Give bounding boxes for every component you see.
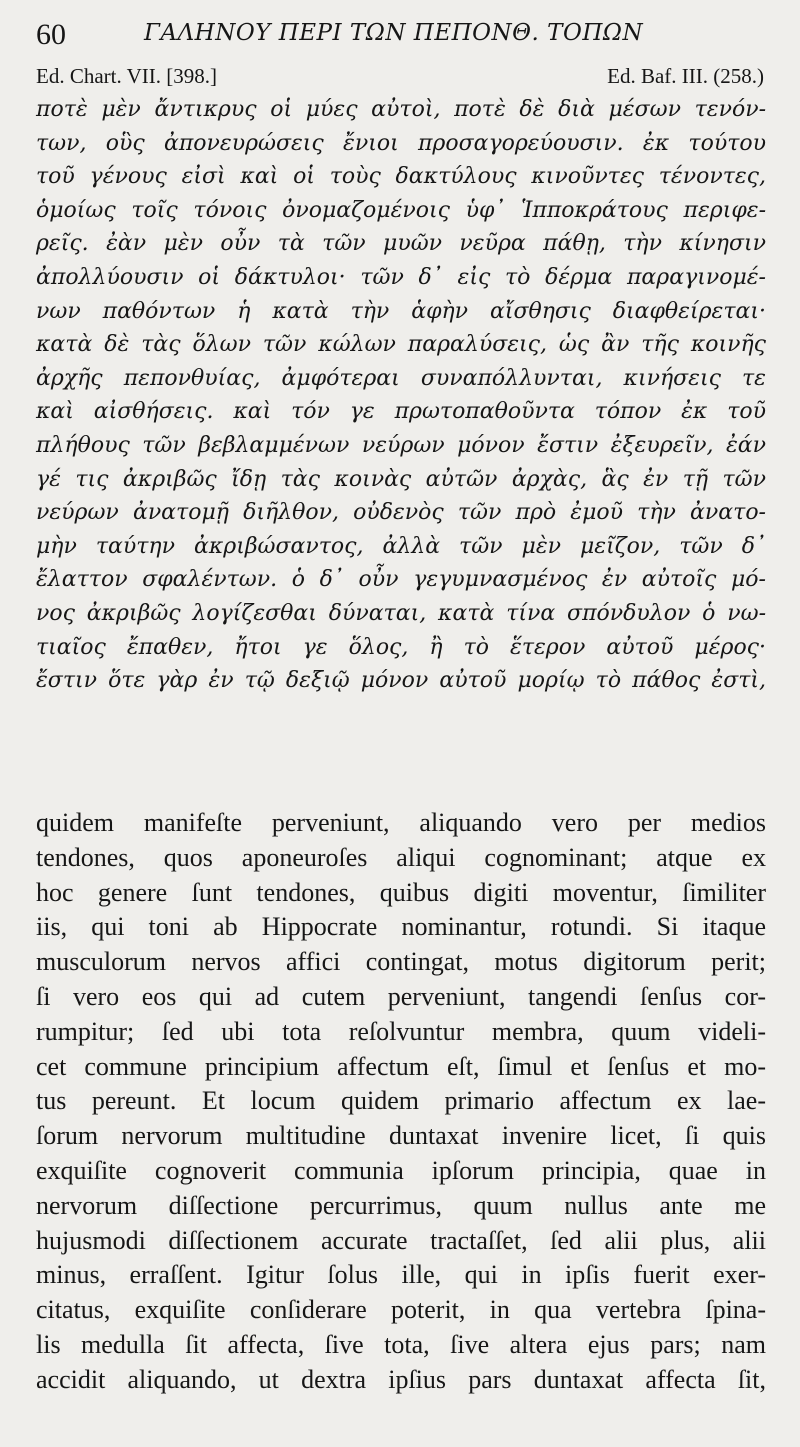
latin-text-line: nervorum diſſectione percurrimus, quum nullus ante me bbox=[36, 1190, 766, 1220]
greek-text-line: πλήθους τῶν βεβλαμμένων νεύρων μόνον ἔστιν ἐξευρεῖν, ἐάν bbox=[36, 432, 766, 458]
greek-text-line: καὶ αἰσθήσεις. καὶ τόν γε πρωτοπαθοῦντα τόπον ἐκ τοῦ bbox=[36, 399, 766, 425]
greek-text-line: ἀπολλύουσιν οἱ δάκτυλοι· τῶν δ᾽ εἰς τὸ δέρμα παραγινομέ- bbox=[36, 264, 766, 290]
latin-text-line: citatus, exquiſite conſiderare poterit, in qua vertebra ſpina- bbox=[36, 1295, 766, 1325]
greek-text-line: ἀρχῆς πεπονθυίας, ἀμφότεραι συναπόλλυνται, κινήσεις τε bbox=[36, 365, 766, 391]
greek-text-line: κατὰ δὲ τὰς ὅλων τῶν κώλων παραλύσεις, ὡς ἂν τῆς κοινῆς bbox=[36, 332, 766, 358]
latin-text-line: hujusmodi diſſectionem accurate tractaſſet, ſed alii plus, alii bbox=[36, 1225, 766, 1255]
greek-text-line: ποτὲ μὲν ἄντικρυς οἱ μύες αὐτοὶ, ποτὲ δὲ διὰ μέσων τενόν- bbox=[36, 97, 766, 122]
latin-text-line: lis medulla ſit affecta, ſive tota, ſive altera ejus pars; nam bbox=[36, 1329, 766, 1359]
running-title: ΓΑΛΗΝΟΥ ΠΕΡΙ ΤΩΝ ΠΕΠΟΝΘ. ΤΟΠΩΝ bbox=[144, 20, 644, 46]
latin-text-line: rumpitur; ſed ubi tota reſolvuntur membra, quum videli- bbox=[36, 1016, 766, 1046]
latin-text-line: ſorum nervorum multitudine duntaxat invenire licet, ſi quis bbox=[36, 1121, 766, 1151]
greek-text-line: τοῦ γένους εἰσὶ καὶ οἱ τοὺς δακτύλους κινοῦντες τένοντες, bbox=[36, 164, 766, 190]
greek-text-line: μὴν ταύτην ἀκριβώσαντος, ἀλλὰ τῶν μὲν μεῖζον, τῶν δ᾽ bbox=[36, 533, 766, 559]
latin-text-line: hoc genere ſunt tendones, quibus digiti moventur, ſimiliter bbox=[36, 877, 766, 907]
greek-text-line: νων παθόντων ἡ κατὰ τὴν ἁφὴν αἴσθησις διαφθείρεται· bbox=[36, 298, 766, 324]
edition-references bbox=[36, 64, 764, 92]
greek-text-line: ὁμοίως τοῖς τόνοις ὀνομαζομένοις ὑφ᾽ Ἱπποκράτους περιφε- bbox=[36, 197, 766, 223]
latin-text-line: tendones, quos aponeuroſes aliqui cognominant; atque ex bbox=[36, 842, 766, 872]
latin-text-line: musculorum nervos affici contingat, motus digitorum perit; bbox=[36, 947, 766, 977]
edition-basel-ref: Ed. Baf. III. (258.) bbox=[607, 64, 764, 88]
latin-text-block bbox=[36, 806, 766, 1398]
latin-text-line: quidem manifeſte perveniunt, aliquando vero per medios bbox=[36, 808, 766, 837]
latin-text-line: ſi vero eos qui ad cutem perveniunt, tangendi ſenſus cor- bbox=[36, 981, 766, 1011]
page-number: 60 bbox=[36, 18, 66, 51]
greek-text-line: ἔλαττον σφαλέντων. ὁ δ᾽ οὖν γεγυμνασμένος ἐν αὐτοῖς μό- bbox=[36, 567, 766, 593]
greek-text-line: ἔστιν ὅτε γὰρ ἐν τῷ δεξιῷ μόνον αὐτοῦ μορίῳ τὸ πάθος ἐστὶ, bbox=[36, 668, 766, 694]
latin-text-line: tus pereunt. Et locum quidem primario affectum ex lae- bbox=[36, 1086, 766, 1116]
greek-text-line: ρεῖς. ἐὰν μὲν οὖν τὰ τῶν μυῶν νεῦρα πάθῃ, τὴν κίνησιν bbox=[36, 231, 766, 257]
greek-text-block bbox=[36, 93, 766, 698]
greek-text-line: νεύρων ἀνατομῇ διῆλθον, οὐδενὸς τῶν πρὸ ἐμοῦ τὴν ἀνατο- bbox=[36, 500, 766, 526]
latin-text-line: cet commune principium affectum eſt, ſimul et ſenſus et mo- bbox=[36, 1051, 766, 1081]
latin-text-line: minus, erraſſent. Igitur ſolus ille, qui in ipſis fuerit exer- bbox=[36, 1260, 766, 1290]
page-header bbox=[36, 18, 764, 58]
greek-text-line: γέ τις ἀκριβῶς ἴδῃ τὰς κοινὰς αὐτῶν ἀρχὰς, ἃς ἐν τῇ τῶν bbox=[36, 466, 766, 492]
latin-text-line: iis, qui toni ab Hippocrate nominantur, rotundi. Si itaque bbox=[36, 912, 766, 942]
latin-text-line: accidit aliquando, ut dextra ipſius pars duntaxat affecta ſit, bbox=[36, 1364, 766, 1394]
latin-text-line: exquiſite cognoverit communia ipſorum principia, quae in bbox=[36, 1155, 766, 1185]
greek-text-line: των, οὓς ἀπονευρώσεις ἔνιοι προσαγορεύουσιν. ἐκ τούτου bbox=[36, 130, 766, 156]
edition-chartier-ref: Ed. Chart. VII. [398.] bbox=[36, 64, 217, 88]
greek-text-line: νος ἀκριβῶς λογίζεσθαι δύναται, κατὰ τίνα σπόνδυλον ὁ νω- bbox=[36, 600, 766, 626]
greek-text-line: τιαῖος ἔπαθεν, ἤτοι γε ὅλος, ἢ τὸ ἕτερον αὐτοῦ μέρος· bbox=[36, 634, 766, 660]
